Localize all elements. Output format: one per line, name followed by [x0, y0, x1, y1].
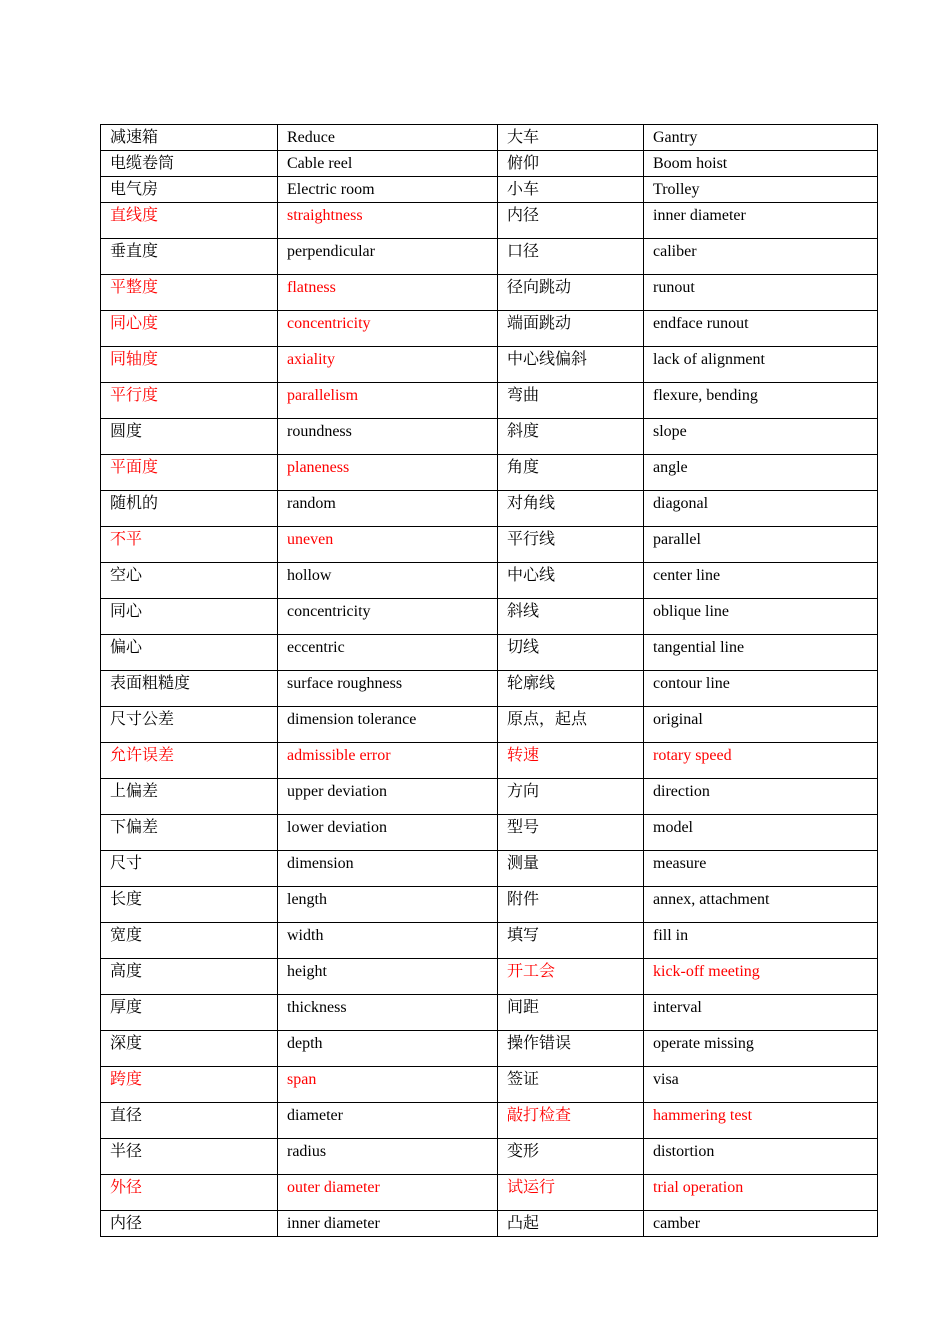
english-term-cell: measure	[644, 851, 878, 887]
chinese-term-cell: 端面跳动	[498, 311, 644, 347]
glossary-table	[100, 124, 878, 1237]
english-term-cell: concentricity	[278, 599, 498, 635]
chinese-term-cell: 小车	[498, 177, 644, 203]
english-term-cell: oblique line	[644, 599, 878, 635]
table-row	[101, 203, 878, 239]
chinese-term-cell: 签证	[498, 1067, 644, 1103]
chinese-term-cell: 径向跳动	[498, 275, 644, 311]
table-row	[101, 995, 878, 1031]
english-term-cell: tangential line	[644, 635, 878, 671]
english-term-cell: direction	[644, 779, 878, 815]
english-term-cell: depth	[278, 1031, 498, 1067]
table-row	[101, 239, 878, 275]
chinese-term-cell: 同轴度	[101, 347, 278, 383]
english-term-cell: outer diameter	[278, 1175, 498, 1211]
chinese-term-cell: 偏心	[101, 635, 278, 671]
chinese-term-cell: 直线度	[101, 203, 278, 239]
chinese-term-cell: 试运行	[498, 1175, 644, 1211]
english-term-cell: parallelism	[278, 383, 498, 419]
english-term-cell: eccentric	[278, 635, 498, 671]
chinese-term-cell: 厚度	[101, 995, 278, 1031]
chinese-term-cell: 间距	[498, 995, 644, 1031]
table-row	[101, 599, 878, 635]
chinese-term-cell: 斜度	[498, 419, 644, 455]
chinese-term-cell: 填写	[498, 923, 644, 959]
chinese-term-cell: 原点，起点	[498, 707, 644, 743]
english-term-cell: concentricity	[278, 311, 498, 347]
table-row	[101, 177, 878, 203]
english-term-cell: interval	[644, 995, 878, 1031]
english-term-cell: height	[278, 959, 498, 995]
chinese-term-cell: 长度	[101, 887, 278, 923]
table-row	[101, 1067, 878, 1103]
chinese-term-cell: 切线	[498, 635, 644, 671]
chinese-term-cell: 表面粗糙度	[101, 671, 278, 707]
table-row	[101, 1031, 878, 1067]
english-term-cell: slope	[644, 419, 878, 455]
chinese-term-cell: 附件	[498, 887, 644, 923]
table-row	[101, 851, 878, 887]
chinese-term-cell: 操作错误	[498, 1031, 644, 1067]
english-term-cell: caliber	[644, 239, 878, 275]
english-term-cell: rotary speed	[644, 743, 878, 779]
english-term-cell: Cable reel	[278, 151, 498, 177]
english-term-cell: roundness	[278, 419, 498, 455]
table-row	[101, 419, 878, 455]
english-term-cell: straightness	[278, 203, 498, 239]
english-term-cell: parallel	[644, 527, 878, 563]
table-row	[101, 383, 878, 419]
english-term-cell: model	[644, 815, 878, 851]
table-row	[101, 151, 878, 177]
chinese-term-cell: 同心	[101, 599, 278, 635]
english-term-cell: surface roughness	[278, 671, 498, 707]
english-term-cell: uneven	[278, 527, 498, 563]
chinese-term-cell: 圆度	[101, 419, 278, 455]
chinese-term-cell: 中心线偏斜	[498, 347, 644, 383]
table-row	[101, 527, 878, 563]
english-term-cell: thickness	[278, 995, 498, 1031]
english-term-cell: endface runout	[644, 311, 878, 347]
glossary-table-body	[101, 125, 878, 1237]
chinese-term-cell: 尺寸	[101, 851, 278, 887]
english-term-cell: camber	[644, 1211, 878, 1237]
chinese-term-cell: 平行度	[101, 383, 278, 419]
chinese-term-cell: 测量	[498, 851, 644, 887]
english-term-cell: lack of alignment	[644, 347, 878, 383]
chinese-term-cell: 敲打检查	[498, 1103, 644, 1139]
english-term-cell: center line	[644, 563, 878, 599]
chinese-term-cell: 角度	[498, 455, 644, 491]
english-term-cell: diagonal	[644, 491, 878, 527]
chinese-term-cell: 方向	[498, 779, 644, 815]
english-term-cell: trial operation	[644, 1175, 878, 1211]
chinese-term-cell: 弯曲	[498, 383, 644, 419]
english-term-cell: visa	[644, 1067, 878, 1103]
english-term-cell: distortion	[644, 1139, 878, 1175]
chinese-term-cell: 允许误差	[101, 743, 278, 779]
english-term-cell: runout	[644, 275, 878, 311]
table-row	[101, 1139, 878, 1175]
table-row	[101, 275, 878, 311]
english-term-cell: diameter	[278, 1103, 498, 1139]
english-term-cell: Electric room	[278, 177, 498, 203]
chinese-term-cell: 变形	[498, 1139, 644, 1175]
english-term-cell: kick-off meeting	[644, 959, 878, 995]
table-row	[101, 707, 878, 743]
table-row	[101, 815, 878, 851]
table-row	[101, 1211, 878, 1237]
chinese-term-cell: 减速箱	[101, 125, 278, 151]
chinese-term-cell: 转速	[498, 743, 644, 779]
english-term-cell: upper deviation	[278, 779, 498, 815]
table-row	[101, 923, 878, 959]
english-term-cell: perpendicular	[278, 239, 498, 275]
english-term-cell: annex, attachment	[644, 887, 878, 923]
chinese-term-cell: 内径	[498, 203, 644, 239]
chinese-term-cell: 对角线	[498, 491, 644, 527]
table-row	[101, 635, 878, 671]
chinese-term-cell: 斜线	[498, 599, 644, 635]
chinese-term-cell: 上偏差	[101, 779, 278, 815]
chinese-term-cell: 型号	[498, 815, 644, 851]
chinese-term-cell: 垂直度	[101, 239, 278, 275]
chinese-term-cell: 同心度	[101, 311, 278, 347]
english-term-cell: angle	[644, 455, 878, 491]
english-term-cell: Trolley	[644, 177, 878, 203]
table-row	[101, 563, 878, 599]
english-term-cell: axiality	[278, 347, 498, 383]
chinese-term-cell: 开工会	[498, 959, 644, 995]
table-row	[101, 779, 878, 815]
english-term-cell: planeness	[278, 455, 498, 491]
table-row	[101, 959, 878, 995]
english-term-cell: lower deviation	[278, 815, 498, 851]
chinese-term-cell: 凸起	[498, 1211, 644, 1237]
table-row	[101, 125, 878, 151]
table-row	[101, 743, 878, 779]
english-term-cell: inner diameter	[278, 1211, 498, 1237]
chinese-term-cell: 深度	[101, 1031, 278, 1067]
english-term-cell: contour line	[644, 671, 878, 707]
english-term-cell: dimension	[278, 851, 498, 887]
table-row	[101, 1175, 878, 1211]
chinese-term-cell: 宽度	[101, 923, 278, 959]
chinese-term-cell: 直径	[101, 1103, 278, 1139]
table-row	[101, 311, 878, 347]
chinese-term-cell: 口径	[498, 239, 644, 275]
table-row	[101, 1103, 878, 1139]
english-term-cell: random	[278, 491, 498, 527]
table-row	[101, 491, 878, 527]
english-term-cell: Gantry	[644, 125, 878, 151]
english-term-cell: admissible error	[278, 743, 498, 779]
chinese-term-cell: 中心线	[498, 563, 644, 599]
english-term-cell: fill in	[644, 923, 878, 959]
chinese-term-cell: 大车	[498, 125, 644, 151]
english-term-cell: Reduce	[278, 125, 498, 151]
english-term-cell: hammering test	[644, 1103, 878, 1139]
table-row	[101, 887, 878, 923]
english-term-cell: flatness	[278, 275, 498, 311]
english-term-cell: dimension tolerance	[278, 707, 498, 743]
chinese-term-cell: 空心	[101, 563, 278, 599]
english-term-cell: operate missing	[644, 1031, 878, 1067]
english-term-cell: original	[644, 707, 878, 743]
english-term-cell: inner diameter	[644, 203, 878, 239]
english-term-cell: Boom hoist	[644, 151, 878, 177]
chinese-term-cell: 高度	[101, 959, 278, 995]
chinese-term-cell: 电气房	[101, 177, 278, 203]
chinese-term-cell: 平整度	[101, 275, 278, 311]
chinese-term-cell: 轮廓线	[498, 671, 644, 707]
chinese-term-cell: 内径	[101, 1211, 278, 1237]
chinese-term-cell: 电缆卷筒	[101, 151, 278, 177]
chinese-term-cell: 半径	[101, 1139, 278, 1175]
chinese-term-cell: 不平	[101, 527, 278, 563]
english-term-cell: flexure, bending	[644, 383, 878, 419]
english-term-cell: hollow	[278, 563, 498, 599]
table-row	[101, 347, 878, 383]
chinese-term-cell: 尺寸公差	[101, 707, 278, 743]
chinese-term-cell: 下偏差	[101, 815, 278, 851]
chinese-term-cell: 外径	[101, 1175, 278, 1211]
table-row	[101, 671, 878, 707]
english-term-cell: span	[278, 1067, 498, 1103]
english-term-cell: width	[278, 923, 498, 959]
chinese-term-cell: 随机的	[101, 491, 278, 527]
chinese-term-cell: 平行线	[498, 527, 644, 563]
english-term-cell: length	[278, 887, 498, 923]
english-term-cell: radius	[278, 1139, 498, 1175]
chinese-term-cell: 平面度	[101, 455, 278, 491]
chinese-term-cell: 俯仰	[498, 151, 644, 177]
chinese-term-cell: 跨度	[101, 1067, 278, 1103]
table-row	[101, 455, 878, 491]
